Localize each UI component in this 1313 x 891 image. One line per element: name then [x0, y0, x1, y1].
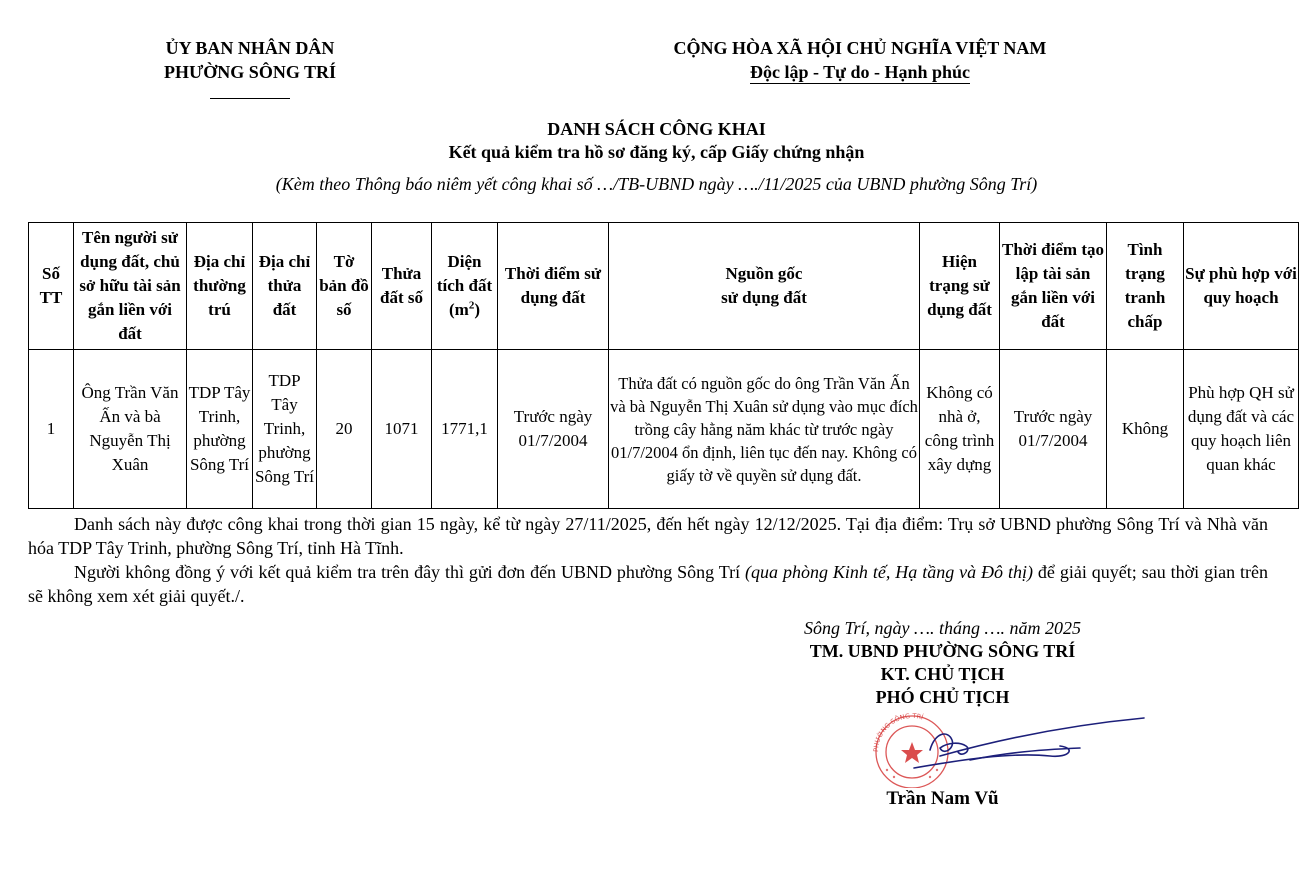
document-title-block — [0, 118, 1313, 196]
signer-position: PHÓ CHỦ TỊCH — [875, 687, 1010, 707]
issuing-authority — [125, 36, 375, 81]
header-planning: Sự phù hợp với quy hoạch — [1184, 223, 1299, 350]
cell-parcel-no: 1071 — [372, 350, 432, 509]
header-origin: Nguồn gốc sử dụng đất — [609, 223, 920, 350]
signer-name: Trần Nam Vũ — [886, 788, 999, 809]
header-area: Diện tích đất $(m^2)$ — [432, 223, 498, 350]
national-title: CỘNG HÒA XÃ HỘI CHỦ NGHĨA VIỆT NAM — [673, 38, 1047, 58]
document-title: DANH SÁCH CÔNG KHAI — [547, 119, 766, 139]
public-list-table — [28, 222, 1299, 509]
notice-paragraph-period: Danh sách này được công khai trong thời gian 15 ngày, kể từ ngày 27/11/2025, đến hết ngày 12/12/2025. Tại địa điểm: Trụ sở UBND phường Sông Trí và Nhà văn hóa TDP Tây Trinh, phường Sông Trí, tỉnh Hà Tĩnh. — [28, 514, 1268, 558]
cell-map-sheet: 20 — [317, 350, 372, 509]
cell-stt: 1 — [29, 350, 74, 509]
cell-parcel-address: TDP Tây Trinh, phường Sông Trí — [253, 350, 317, 509]
cell-residence: TDP Tây Trinh, phường Sông Trí — [187, 350, 253, 509]
cell-area: 1771,1 — [432, 350, 498, 509]
header-asset-time: Thời điểm tạo lập tài sản gắn liền với đất — [1000, 223, 1107, 350]
document-subtitle: Kết quả kiểm tra hồ sơ đăng ký, cấp Giấy chứng nhận — [448, 142, 865, 162]
cell-dispute: Không — [1107, 350, 1184, 509]
header-use-time: Thời điểm sử dụng đất — [498, 223, 609, 350]
national-heading — [600, 36, 1120, 84]
header-residence: Địa chỉ thường trú — [187, 223, 253, 350]
signing-authority: KT. CHỦ TỊCH — [880, 664, 1005, 684]
signature-block — [770, 617, 1115, 709]
cell-status: Không có nhà ở, công trình xây dựng — [920, 350, 1000, 509]
cell-origin: Thửa đất có nguồn gốc do ông Trần Văn Ấn và bà Nguyễn Thị Xuân sử dụng vào mục đích trồng cây hằng năm khác từ trước ngày 01/7/2004 ổn định, liên tục đến nay. Không có giấy tờ về quyền sử dụng đất. — [609, 350, 920, 509]
cell-use-time: Trước ngày 01/7/2004 — [498, 350, 609, 509]
notice-paragraph-complaint: Người không đồng ý với kết quả kiểm tra trên đây thì gửi đơn đến UBND phường Sông Trí (qua phòng Kinh tế, Hạ tầng và Đô thị) để giải quyết; sau thời gian trên sẽ không xem xét giải quyết./. — [28, 562, 1268, 606]
signing-organization: TM. UBND PHƯỜNG SÔNG TRÍ — [809, 641, 1076, 661]
table-header-row — [29, 223, 1299, 350]
national-motto: Độc lập - Tự do - Hạnh phúc — [749, 62, 971, 82]
header-stt: Số TT — [29, 223, 74, 350]
header-dispute: Tình trạng tranh chấp — [1107, 223, 1184, 350]
header-map-sheet: Tờ bản đồ số — [317, 223, 372, 350]
header-status: Hiện trạng sử dụng đất — [920, 223, 1000, 350]
header-owner: Tên người sử dụng đất, chủ sở hữu tài sản gắn liền với đất — [74, 223, 187, 350]
cell-planning: Phù hợp QH sử dụng đất và các quy hoạch liên quan khác — [1184, 350, 1299, 509]
place-date: Sông Trí, ngày …. tháng …. năm 2025 — [803, 618, 1082, 638]
handwritten-signature — [900, 712, 1150, 782]
header-parcel-no: Thửa đất số — [372, 223, 432, 350]
header-parcel-address: Địa chỉ thửa đất — [253, 223, 317, 350]
document-reference-note: (Kèm theo Thông báo niêm yết công khai số …/TB-UBND ngày …./11/2025 của UBND phường Sông Trí) — [275, 174, 1038, 194]
authority-line1: ỦY BAN NHÂN DÂN — [165, 38, 335, 58]
cell-asset-time: Trước ngày 01/7/2004 — [1000, 350, 1107, 509]
seal-text: PHƯỜNG SÔNG TRÍ — [871, 712, 925, 753]
cell-owner: Ông Trần Văn Ấn và bà Nguyễn Thị Xuân — [74, 350, 187, 509]
authority-underline — [210, 98, 290, 99]
authority-line2: PHƯỜNG SÔNG TRÍ — [163, 62, 337, 82]
table-row — [29, 350, 1299, 509]
